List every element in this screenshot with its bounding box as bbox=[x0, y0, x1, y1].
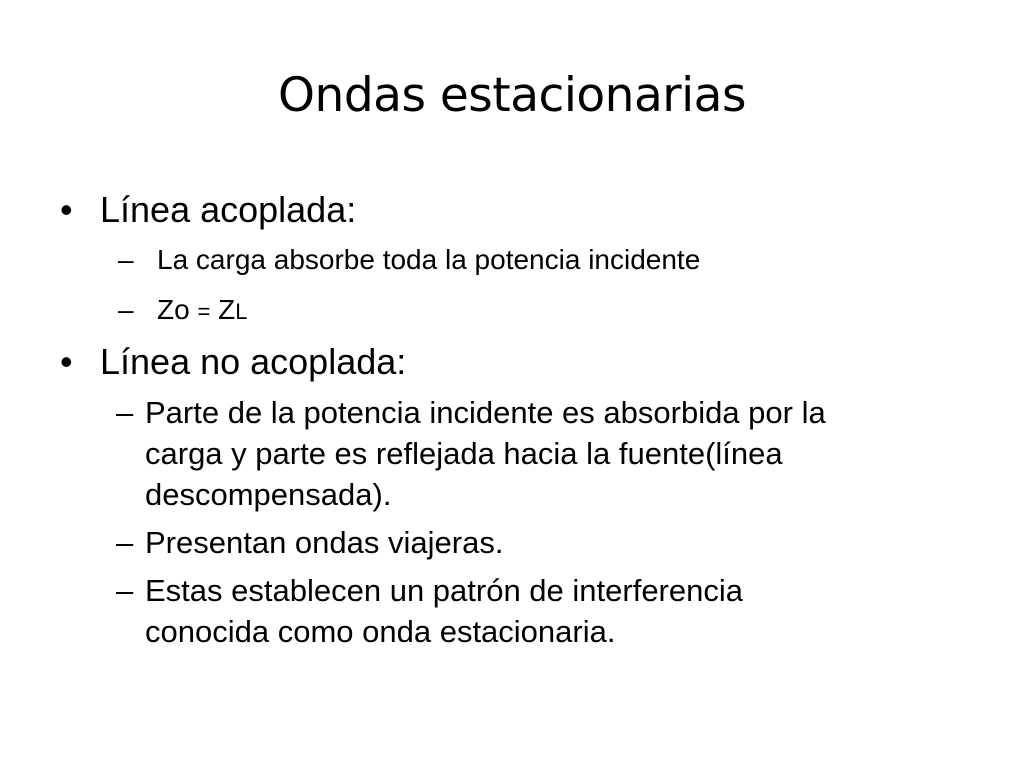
bullet-text: Línea acoplada: bbox=[100, 189, 357, 230]
dash-icon: – bbox=[116, 395, 134, 430]
z-main: Z bbox=[157, 294, 175, 325]
dash-icon: – bbox=[118, 244, 134, 275]
subitem-text bbox=[145, 570, 743, 652]
dash-icon: – bbox=[118, 294, 134, 325]
subitem-text bbox=[145, 392, 826, 515]
subitem-line: carga y parte es reflejada hacia la fuente(línea bbox=[145, 436, 783, 471]
subitem-line: descompensada). bbox=[145, 477, 392, 512]
zl-main: Z bbox=[218, 294, 236, 325]
subitem-line: Presentan ondas viajeras. bbox=[145, 525, 504, 560]
dash-icon: – bbox=[116, 573, 134, 608]
bullet-icon: • bbox=[60, 341, 73, 382]
subitem-text: La carga absorbe toda la potencia incidente bbox=[157, 244, 701, 275]
subitem-line: Parte de la potencia incidente es absorbida por la bbox=[145, 395, 826, 430]
dash-icon: – bbox=[116, 525, 134, 560]
zl-sub: L bbox=[235, 299, 248, 324]
subitem-line: conocida como onda estacionaria. bbox=[145, 614, 616, 649]
slide-title: Ondas estacionarias bbox=[278, 68, 746, 123]
subitem-text bbox=[145, 522, 503, 563]
impedance-equation bbox=[157, 292, 247, 330]
bullet-text: Línea no acoplada: bbox=[100, 341, 407, 382]
z-sub: o bbox=[174, 294, 190, 325]
bullet-icon: • bbox=[60, 189, 73, 230]
equals-sign: = bbox=[197, 299, 211, 324]
subitem-line: Estas establecen un patrón de interferencia bbox=[145, 573, 743, 608]
